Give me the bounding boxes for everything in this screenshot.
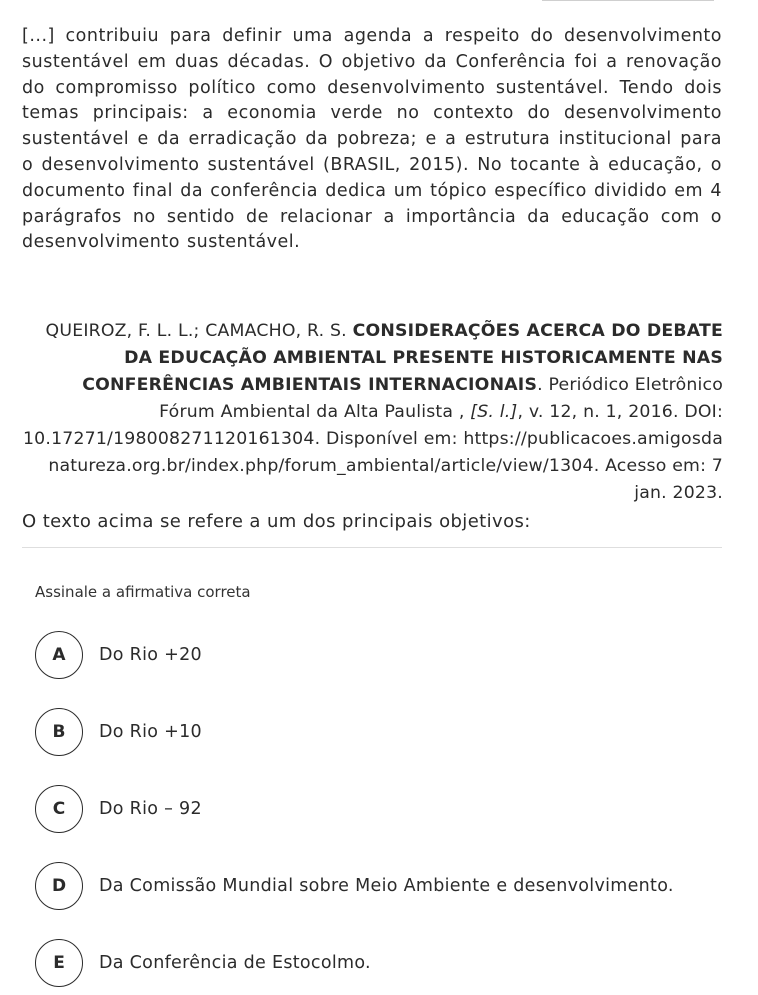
instruction-label: Assinale a afirmativa correta [35, 583, 251, 601]
option-d[interactable] [35, 861, 674, 911]
option-letter-badge: D [35, 862, 83, 910]
reference-citation: QUEIROZ, F. L. L.; CAMACHO, R. S. CONSIDERAÇÕES ACERCA DO DEBATE DA EDUCAÇÃO AMBIENTAL PRESENTE HISTORICAMENTE NAS CONFERÊNCIAS AMBIENTAIS INTERNACIONAIS. Periódico Eletrônico Fórum Ambiental da Alta Paulista , [S. l.], v. 12, n. 1, 2016. DOI: 10.17271/198008271120161304. Disponível em: https://publicacoes.amigosdanatureza.org.br/index.php/forum_ambiental/article/view/1304. Acesso em: 7 jan. 2023. [22, 321, 723, 503]
reference-title: CONSIDERAÇÕES ACERCA DO DEBATE DA EDUCAÇÃO AMBIENTAL PRESENTE HISTORICAMENTE NAS CONFERÊNCIAS AMBIENTAIS INTERNACIONAIS [82, 321, 723, 395]
option-a[interactable] [35, 630, 202, 680]
reference-place: [S. l.] [470, 402, 518, 422]
reference-url[interactable]: https://publicacoes.amigosdanatureza.org.br/index.php/forum_ambiental/article/view/1304. [48, 429, 723, 476]
reference-journal: Periódico Eletrônico Fórum Ambiental da Alta Paulista , [159, 375, 723, 422]
option-letter-badge: C [35, 785, 83, 833]
option-letter-badge: A [35, 631, 83, 679]
section-divider [22, 547, 722, 548]
option-b[interactable] [35, 707, 202, 757]
option-text: Da Comissão Mundial sobre Meio Ambiente e desenvolvimento. [99, 876, 674, 896]
option-text: Do Rio – 92 [99, 799, 202, 819]
reference-authors: QUEIROZ, F. L. L.; CAMACHO, R. S. [45, 321, 347, 341]
question-prompt: O texto acima se refere a um dos principais objetivos: [22, 511, 531, 532]
top-divider [542, 0, 714, 1]
option-e[interactable] [35, 938, 371, 988]
reference-available-label: Disponível em: [325, 429, 458, 449]
option-letter-badge: B [35, 708, 83, 756]
passage-text: [...] contribuiu para definir uma agenda a respeito do desenvolvimento sustentável em duas décadas. O objetivo da Conferência foi a renovação do compromisso político como desenvolvimento sustentável. Tendo dois temas principais: a economia verde no contexto do desenvolvimento sustentável e da erradicação da pobreza; e a estrutura institucional para o desenvolvimento sustentável (BRASIL, 2015). No tocante à educação, o documento final da conferência dedica um tópico específico dividido em 4 parágrafos no sentido de relacionar a importância da educação com o desenvolvimento sustentável. [22, 26, 722, 253]
option-text: Da Conferência de Estocolmo. [99, 953, 371, 973]
option-text: Do Rio +10 [99, 722, 202, 742]
option-text: Do Rio +20 [99, 645, 202, 665]
reference-details: , v. 12, n. 1, 2016. DOI: 10.17271/198008271120161304. [22, 402, 723, 449]
reference-access: Acesso em: 7 jan. 2023. [605, 456, 723, 503]
option-c[interactable] [35, 784, 202, 834]
option-letter-badge: E [35, 939, 83, 987]
